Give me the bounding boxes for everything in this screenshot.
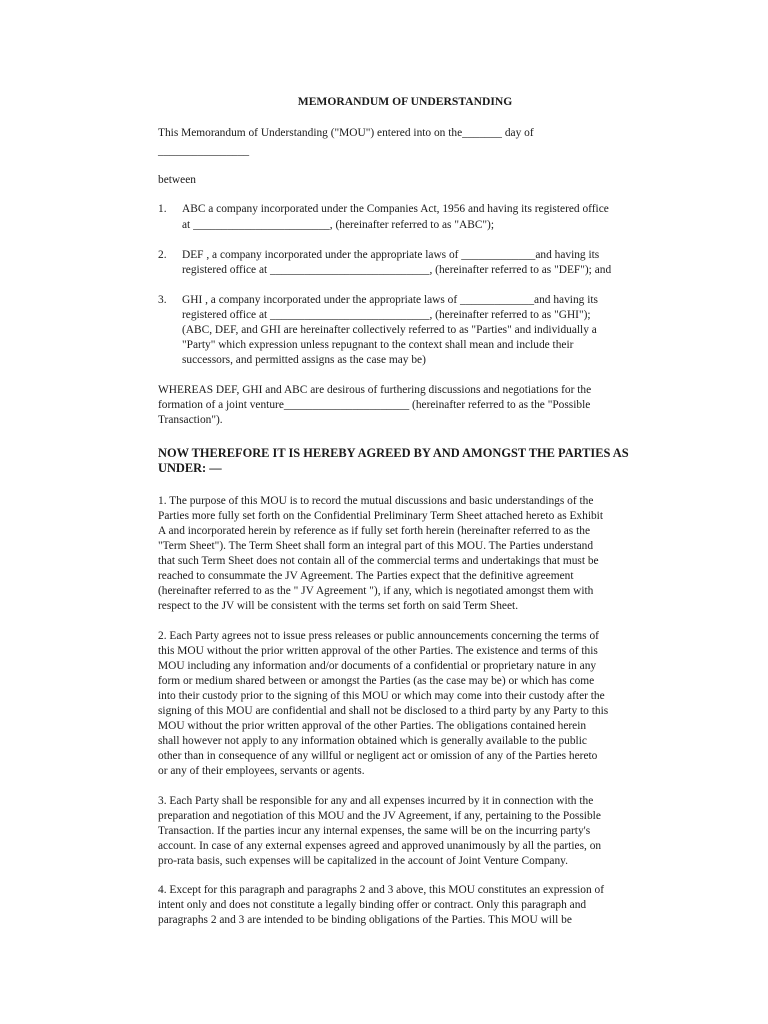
clause-2-line: shall however not apply to any information obtained which is generally available to the public (158, 735, 587, 747)
between-label: between (158, 174, 196, 186)
clause-1-line: respect to the JV will be consistent with the terms set forth on said Term Sheet. (158, 600, 519, 612)
party-2-line-1: DEF , a company incorporated under the appropriate laws of _____________and having its (182, 249, 600, 261)
clause-2-line: into their custody prior to the signing of this MOU or which may come into their custody after the (158, 690, 605, 702)
clause-1-line: Parties more fully set forth on the Confidential Preliminary Term Sheet attached hereto as Exhibit (158, 510, 604, 522)
clause-2-line: form or medium shared between or amongst the Parties (as the case may be) or which has come (158, 675, 595, 687)
clause-1-line: (hereinafter referred to as the " JV Agreement "), if any, which is negotiated amongst them with (158, 585, 594, 597)
party-1-line-2: at ________________________, (hereinafter referred to as "ABC"); (182, 219, 495, 231)
clause-2-line: this MOU without the prior written approval of the other Parties. The existence and terms of this (158, 645, 598, 657)
whereas-line-3: Transaction"). (158, 414, 223, 426)
clause-1-line: 1. The purpose of this MOU is to record the mutual discussions and basic understandings of the (158, 495, 594, 507)
clause-2-line: MOU without the prior written approval of the other Parties. The obligations contained herein (158, 720, 587, 732)
whereas-line-2: formation of a joint venture______________________ (hereinafter referred to as the "Possible (158, 399, 591, 411)
clause-2-line: other than in consequence of any willful or negligent act or omission of any of the Parties hereto (158, 750, 598, 762)
clause-2-line: 2. Each Party agrees not to issue press releases or public announcements concerning the terms of (158, 630, 599, 642)
clause-1-line: reached to consummate the JV Agreement. The Parties expect that the definitive agreement (158, 570, 574, 582)
party-3-line-5: successors, and permitted assigns as the case may be) (182, 354, 426, 366)
clause-2-line: MOU including any information and/or documents of a confidential or proprietary nature in any (158, 660, 597, 672)
clause-2-line: signing of this MOU are confidential and shall not be disclosed to a third party by any Party to this (158, 705, 609, 717)
clause-1-line: that such Term Sheet does not contain all of the commercial terms and undertakings that must be (158, 555, 599, 567)
clause-3-line: account. In case of any external expenses agreed and approved unanimously by all the parties, on (158, 840, 602, 852)
party-3-line-2: registered office at ____________________________, (hereinafter referred to as "GHI"); (182, 309, 591, 321)
clause-3-line: Transaction. If the parties incur any internal expenses, the same will be on the incurring party's (158, 825, 591, 837)
party-number: 1. (158, 203, 167, 215)
party-number: 2. (158, 249, 167, 261)
clause-1-line: "Term Sheet"). The Term Sheet shall form an integral part of this MOU. The Parties understand (158, 540, 594, 552)
clause-3-line: preparation and negotiation of this MOU and the JV Agreement, if any, pertaining to the Possible (158, 810, 601, 822)
clause-2-line: or any of their employees, servants or agents. (158, 765, 365, 777)
party-3-line-1: GHI , a company incorporated under the appropriate laws of _____________and having its (182, 294, 598, 306)
party-3-line-4: "Party" which expression unless repugnant to the context shall mean and include their (182, 339, 574, 351)
party-1-line-1: ABC a company incorporated under the Companies Act, 1956 and having its registered office (182, 203, 609, 215)
party-number: 3. (158, 294, 167, 306)
intro-line-1: This Memorandum of Understanding ("MOU") entered into on the_______ day of (158, 127, 534, 139)
document-title: MEMORANDUM OF UNDERSTANDING (297, 95, 513, 108)
clause-3-line: 3. Each Party shall be responsible for any and all expenses incurred by it in connection with the (158, 795, 594, 807)
clause-4-line: 4. Except for this paragraph and paragraphs 2 and 3 above, this MOU constitutes an expression of (158, 884, 605, 896)
whereas-line-1: WHEREAS DEF, GHI and ABC are desirous of furthering discussions and negotiations for the (158, 384, 592, 396)
party-2-line-2: registered office at ____________________________, (hereinafter referred to as "DEF"); and (182, 264, 612, 276)
agreement-heading-line-2: UNDER: — (158, 461, 222, 475)
clause-4-line: paragraphs 2 and 3 are intended to be binding obligations of the Parties. This MOU will be (158, 914, 572, 926)
clause-4-line: intent only and does not constitute a legally binding offer or contract. Only this paragraph and (158, 899, 587, 911)
party-3-line-3: (ABC, DEF, and GHI are hereinafter collectively referred to as "Parties" and individually a (182, 324, 597, 336)
clause-1-line: A and incorporated herein by reference as if fully set forth herein (hereinafter referred to as the (158, 525, 590, 537)
agreement-heading-line-1: NOW THEREFORE IT IS HEREBY AGREED BY AND AMONGST THE PARTIES AS (158, 446, 629, 460)
intro-line-2: ________________ (158, 145, 250, 157)
clause-3-line: pro-rata basis, such expenses will be capitalized in the account of Joint Venture Company. (158, 855, 568, 867)
